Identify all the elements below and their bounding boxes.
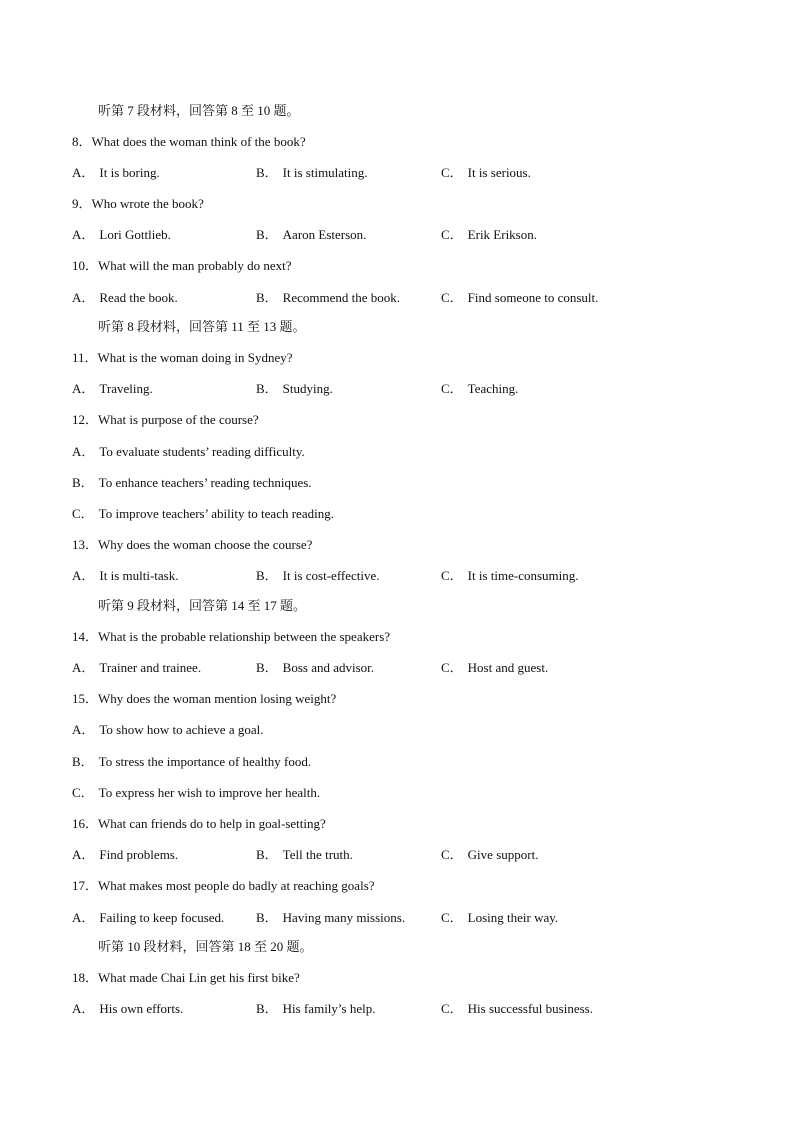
option-text: Lori Gottlieb. xyxy=(99,227,171,242)
question-15-stem: 15．Why does the woman mention losing weight? xyxy=(72,691,337,706)
option-letter-c: C． xyxy=(441,660,463,675)
option-letter-b: B． xyxy=(256,910,278,925)
section-heading-8: 听第 8 段材料，回答第 11 至 13 题。 xyxy=(98,319,306,334)
option-text: To enhance teachers’ reading techniques. xyxy=(98,475,312,490)
option-text: It is cost-effective. xyxy=(282,568,380,583)
option-text: Erik Erikson. xyxy=(467,227,537,242)
option-text: It is serious. xyxy=(467,165,531,180)
question-12-stem: 12．What is purpose of the course? xyxy=(72,412,259,427)
option-letter-a: A． xyxy=(72,227,95,242)
question-13-option-b xyxy=(256,568,380,584)
option-letter-a: A． xyxy=(72,444,95,459)
option-text: Give support. xyxy=(467,847,539,862)
option-letter-a: A． xyxy=(72,910,95,925)
question-8-option-b xyxy=(256,165,368,181)
question-14-option-b xyxy=(256,660,374,676)
question-12-option-a xyxy=(72,444,305,460)
option-letter-b: B． xyxy=(256,381,278,396)
option-text: It is time-consuming. xyxy=(467,568,579,583)
question-16-stem: 16．What can friends do to help in goal-setting? xyxy=(72,816,326,831)
option-letter-c: C． xyxy=(441,1001,463,1016)
option-text: Losing their way. xyxy=(467,910,559,925)
option-letter-c: C． xyxy=(441,165,463,180)
option-text: Boss and advisor. xyxy=(282,660,375,675)
question-14-stem: 14．What is the probable relationship between the speakers? xyxy=(72,629,391,644)
question-17-stem: 17．What makes most people do badly at reaching goals? xyxy=(72,878,375,893)
question-18-stem: 18．What made Chai Lin get his first bike? xyxy=(72,970,300,985)
option-letter-a: A． xyxy=(72,660,95,675)
option-letter-b: B． xyxy=(256,847,278,862)
option-text: Failing to keep focused. xyxy=(99,910,225,925)
option-text: Find problems. xyxy=(99,847,179,862)
question-10-stem: 10．What will the man probably do next? xyxy=(72,258,292,273)
option-text: Studying. xyxy=(282,381,333,396)
option-text: His successful business. xyxy=(467,1001,593,1016)
option-letter-c: C． xyxy=(441,568,463,583)
option-letter-a: A． xyxy=(72,290,95,305)
question-13-option-a xyxy=(72,568,178,584)
question-13-option-c xyxy=(441,568,579,584)
option-letter-c: C． xyxy=(441,910,463,925)
option-letter-a: A． xyxy=(72,568,95,583)
option-text: To stress the importance of healthy food. xyxy=(98,754,312,769)
option-text: It is boring. xyxy=(99,165,160,180)
question-13-stem: 13．Why does the woman choose the course? xyxy=(72,537,313,552)
question-10-option-c xyxy=(441,290,598,306)
question-8-stem: 8．What does the woman think of the book? xyxy=(72,134,306,149)
option-letter-b: B． xyxy=(72,475,94,490)
option-text: Tell the truth. xyxy=(282,847,353,862)
option-letter-a: A． xyxy=(72,381,95,396)
question-17-option-c xyxy=(441,910,558,926)
option-text: To show how to achieve a goal. xyxy=(99,722,264,737)
question-9-option-b xyxy=(256,227,366,243)
option-text: His family’s help. xyxy=(282,1001,376,1016)
question-9-stem: 9．Who wrote the book? xyxy=(72,196,204,211)
question-9-option-a xyxy=(72,227,171,243)
option-letter-b: B． xyxy=(256,1001,278,1016)
option-letter-c: C． xyxy=(72,506,94,521)
question-10-option-a xyxy=(72,290,178,306)
option-text: Traveling. xyxy=(99,381,153,396)
option-letter-b: B． xyxy=(256,290,278,305)
question-11-option-b xyxy=(256,381,333,397)
option-text: To improve teachers’ ability to teach reading. xyxy=(98,506,334,521)
option-letter-c: C． xyxy=(72,785,94,800)
option-text: Recommend the book. xyxy=(282,290,401,305)
option-letter-c: C． xyxy=(441,847,463,862)
question-9-option-c xyxy=(441,227,537,243)
option-letter-b: B． xyxy=(256,568,278,583)
question-16-option-c xyxy=(441,847,538,863)
option-letter-b: B． xyxy=(256,227,278,242)
question-15-option-a xyxy=(72,722,263,738)
question-16-option-b xyxy=(256,847,353,863)
section-heading-9: 听第 9 段材料，回答第 14 至 17 题。 xyxy=(98,598,307,613)
question-14-option-c xyxy=(441,660,548,676)
question-16-option-a xyxy=(72,847,178,863)
option-text: It is multi-task. xyxy=(99,568,179,583)
question-17-option-b xyxy=(256,910,405,926)
option-letter-b: B． xyxy=(256,660,278,675)
option-letter-b: B． xyxy=(256,165,278,180)
question-18-option-a xyxy=(72,1001,183,1017)
option-text: Trainer and trainee. xyxy=(99,660,202,675)
question-14-option-a xyxy=(72,660,201,676)
question-12-option-b xyxy=(72,475,312,491)
option-letter-b: B． xyxy=(72,754,94,769)
question-17-option-a xyxy=(72,910,224,926)
option-text: It is stimulating. xyxy=(282,165,368,180)
question-12-option-c xyxy=(72,506,334,522)
option-letter-c: C． xyxy=(441,381,463,396)
question-15-option-b xyxy=(72,754,311,770)
question-8-option-c xyxy=(441,165,531,181)
option-text: Teaching. xyxy=(467,381,519,396)
question-8-option-a xyxy=(72,165,160,181)
question-11-option-a xyxy=(72,381,153,397)
option-text: To evaluate students’ reading difficulty. xyxy=(99,444,305,459)
option-text: His own efforts. xyxy=(99,1001,184,1016)
option-text: Aaron Esterson. xyxy=(282,227,367,242)
question-18-option-c xyxy=(441,1001,593,1017)
option-letter-c: C． xyxy=(441,227,463,242)
option-text: Host and guest. xyxy=(467,660,549,675)
question-11-option-c xyxy=(441,381,518,397)
option-text: Having many missions. xyxy=(282,910,406,925)
option-letter-a: A． xyxy=(72,847,95,862)
option-text: To express her wish to improve her health. xyxy=(98,785,321,800)
option-letter-a: A． xyxy=(72,165,95,180)
question-10-option-b xyxy=(256,290,400,306)
option-letter-a: A． xyxy=(72,1001,95,1016)
question-11-stem: 11．What is the woman doing in Sydney? xyxy=(72,350,293,365)
question-15-option-c xyxy=(72,785,320,801)
section-heading-10: 听第 10 段材料，回答第 18 至 20 题。 xyxy=(98,939,313,954)
option-letter-c: C． xyxy=(441,290,463,305)
option-text: Read the book. xyxy=(99,290,178,305)
question-18-option-b xyxy=(256,1001,375,1017)
section-heading-7: 听第 7 段材料，回答第 8 至 10 题。 xyxy=(98,103,300,118)
option-text: Find someone to consult. xyxy=(467,290,599,305)
option-letter-a: A． xyxy=(72,722,95,737)
